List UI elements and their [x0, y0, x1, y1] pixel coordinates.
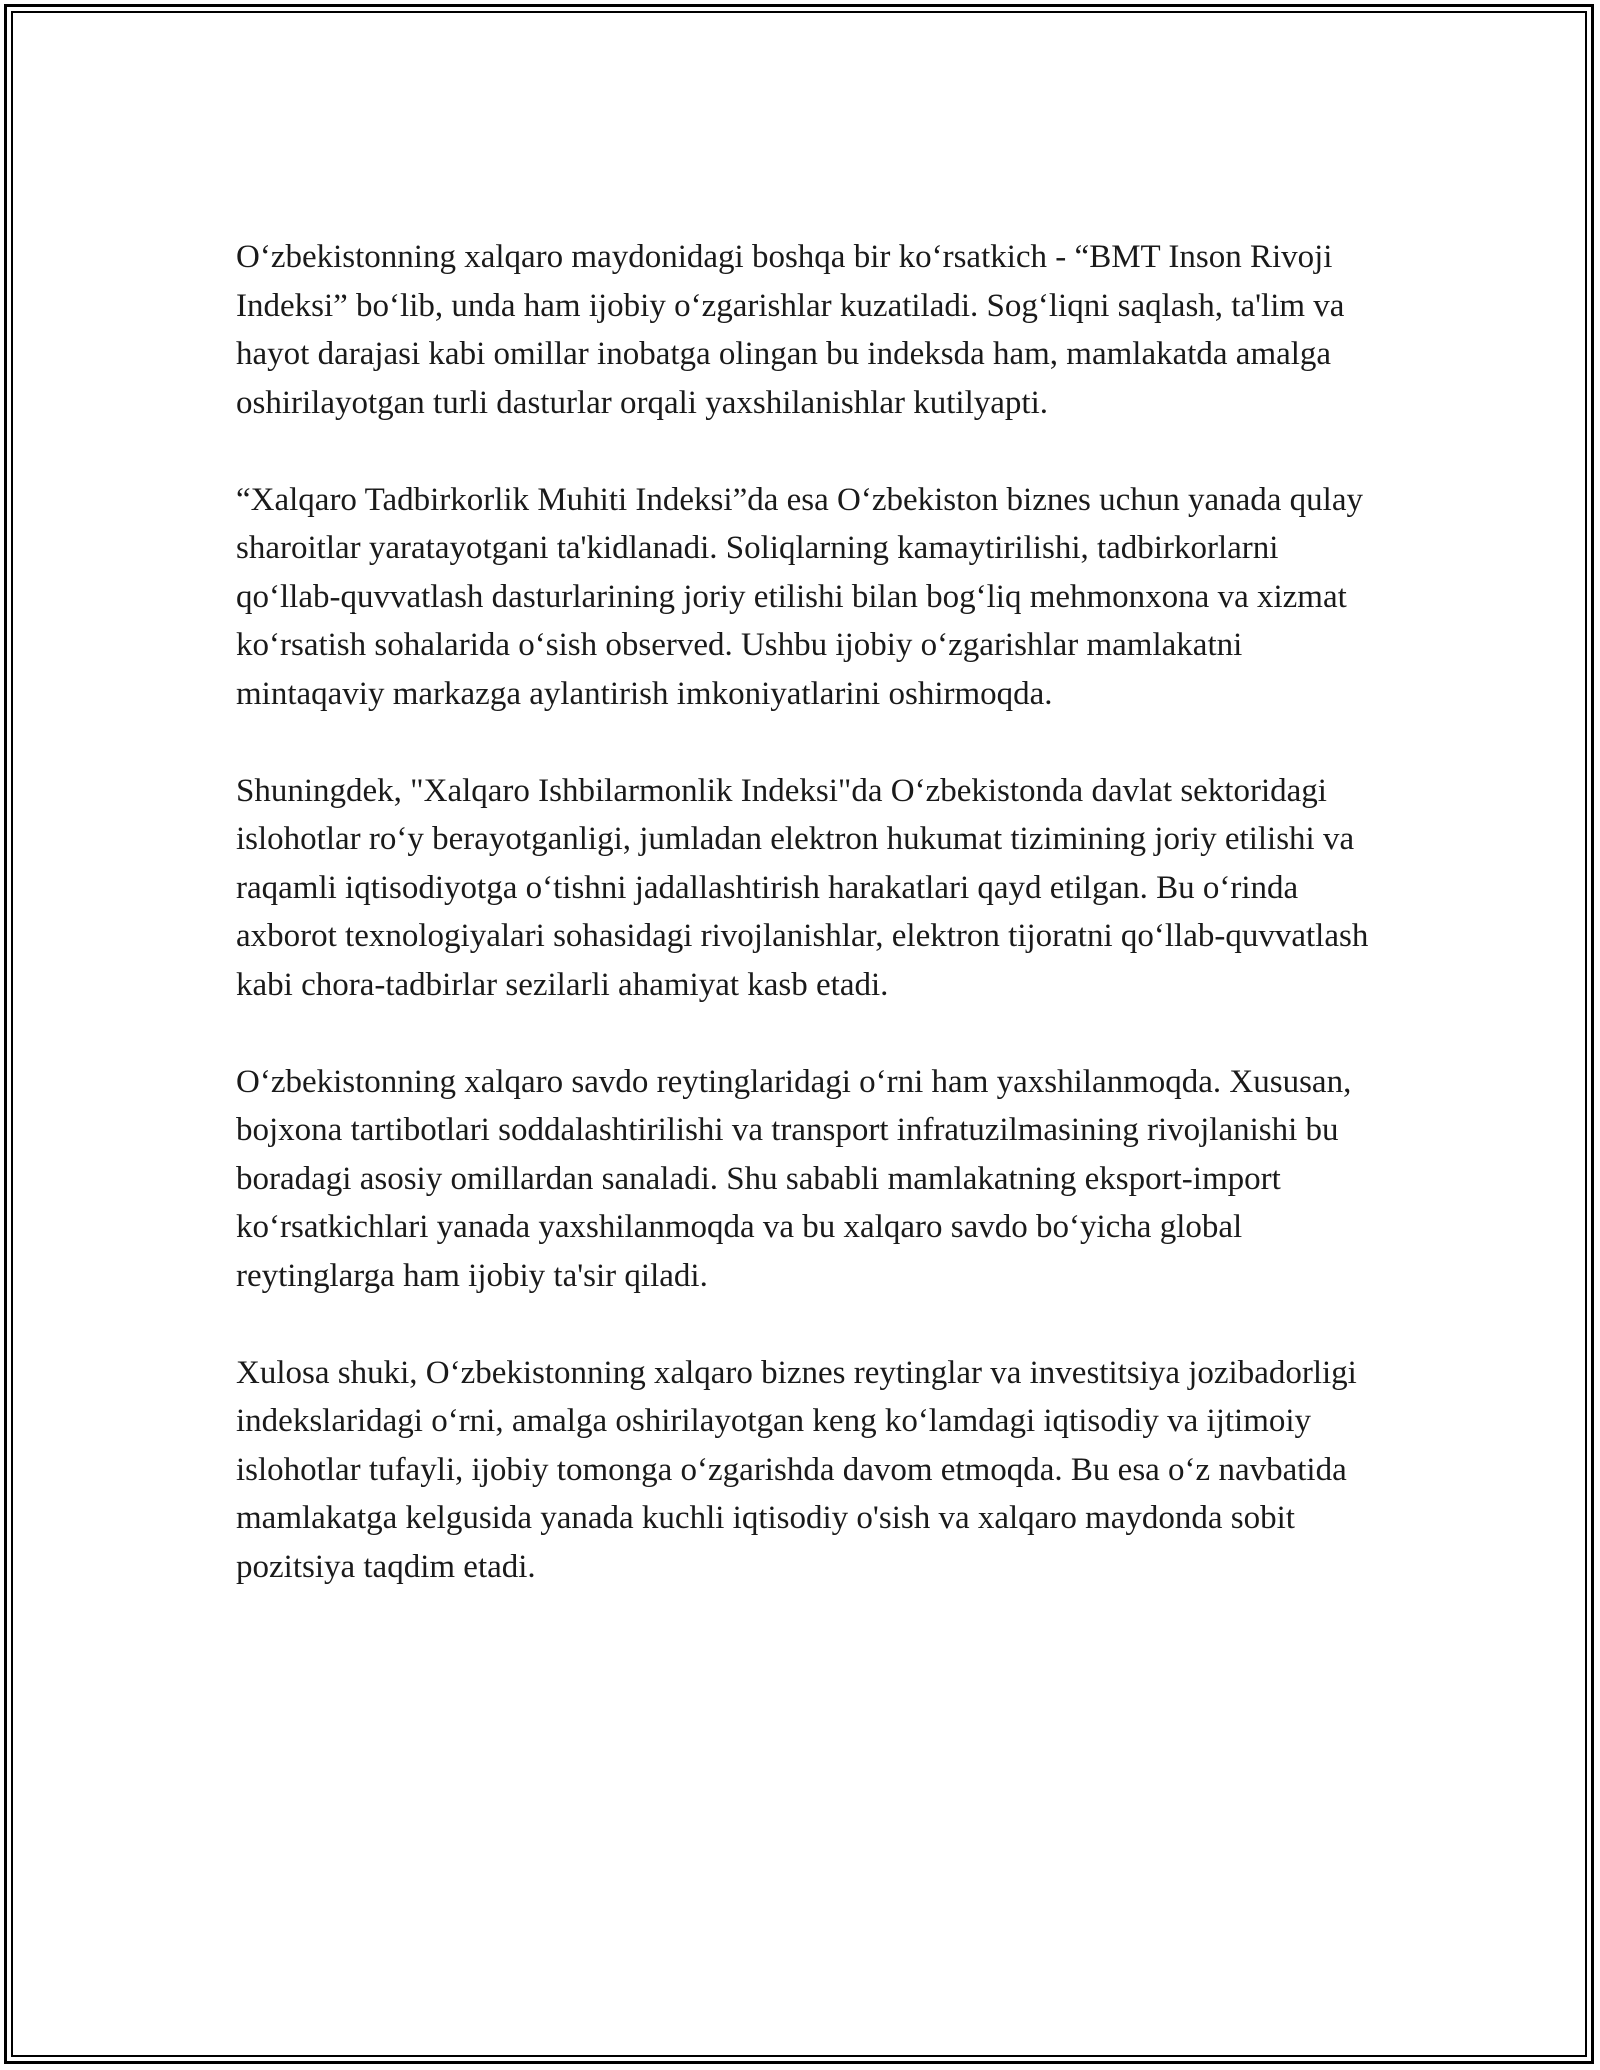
- paragraph-trade-ratings: O‘zbekistonning xalqaro savdo reytinglaridagi o‘rni ham yaxshilanmoqda. Xususan, bojxona tartibotlari soddalashtirilishi va transport infratuzilmasining rivojlanishi bu boradagi asosiy omillardan sanaladi. Shu sababli mamlakatning eksport-import ko‘rsatkichlari yanada yaxshilanmoqda va bu xalqaro savdo bo‘yicha global reytinglarga ham ijobiy ta'sir qiladi.: [236, 1063, 1352, 1294]
- paragraph-business-index: Shuningdek, "Xalqaro Ishbilarmonlik Indeksi"da O‘zbekistonda davlat sektoridagi islohotlar ro‘y berayotganligi, jumladan elektron hukumat tizimining joriy etilishi va raqamli iqtisodiyotga o‘tishni jadallashtirish harakatlari qayd etilgan. Bu o‘rinda axborot texnologiyalari sohasidagi rivojlanishlar, elektron tijoratni qo‘llab-quvvatlash kabi chora-tadbirlar sezilarli ahamiyat kasb etadi.: [236, 772, 1369, 1003]
- paragraph-business-environment-index: “Xalqaro Tadbirkorlik Muhiti Indeksi”da esa O‘zbekiston biznes uchun yanada qulay sharoitlar yaratayotgani ta'kidlanadi. Soliqlarning kamaytirilishi, tadbirkorlarni qo‘llab-quvvatlash dasturlarining joriy etilishi bilan bog‘liq mehmonxona va xizmat ko‘rsatish sohalarida o‘sish observed. Ushbu ijobiy o‘zgarishlar mamlakatni mintaqaviy markazga aylantirish imkoniyatlarini oshirmoqda.: [236, 481, 1363, 712]
- document-body: [236, 233, 1376, 1591]
- paragraph-conclusion: Xulosa shuki, O‘zbekistonning xalqaro biznes reytinglar va investitsiya jozibadorligi indekslaridagi o‘rni, amalga oshirilayotgan keng ko‘lamdagi iqtisodiy va ijtimoiy islohotlar tufayli, ijobiy tomonga o‘zgarishda davom etmoqda. Bu esa o‘z navbatida mamlakatga kelgusida yanada kuchli iqtisodiy o'sish va xalqaro maydonda sobit pozitsiya taqdim etadi.: [236, 1354, 1357, 1585]
- paragraph-human-development-index: O‘zbekistonning xalqaro maydonidagi boshqa bir ko‘rsatkich - “BMT Inson Rivoji Indeksi” bo‘lib, unda ham ijobiy o‘zgarishlar kuzatiladi. Sog‘liqni saqlash, ta'lim va hayot darajasi kabi omillar inobatga olingan bu indeksda ham, mamlakatda amalga oshirilayotgan turli dasturlar orqali yaxshilanishlar kutilyapti.: [236, 239, 1345, 421]
